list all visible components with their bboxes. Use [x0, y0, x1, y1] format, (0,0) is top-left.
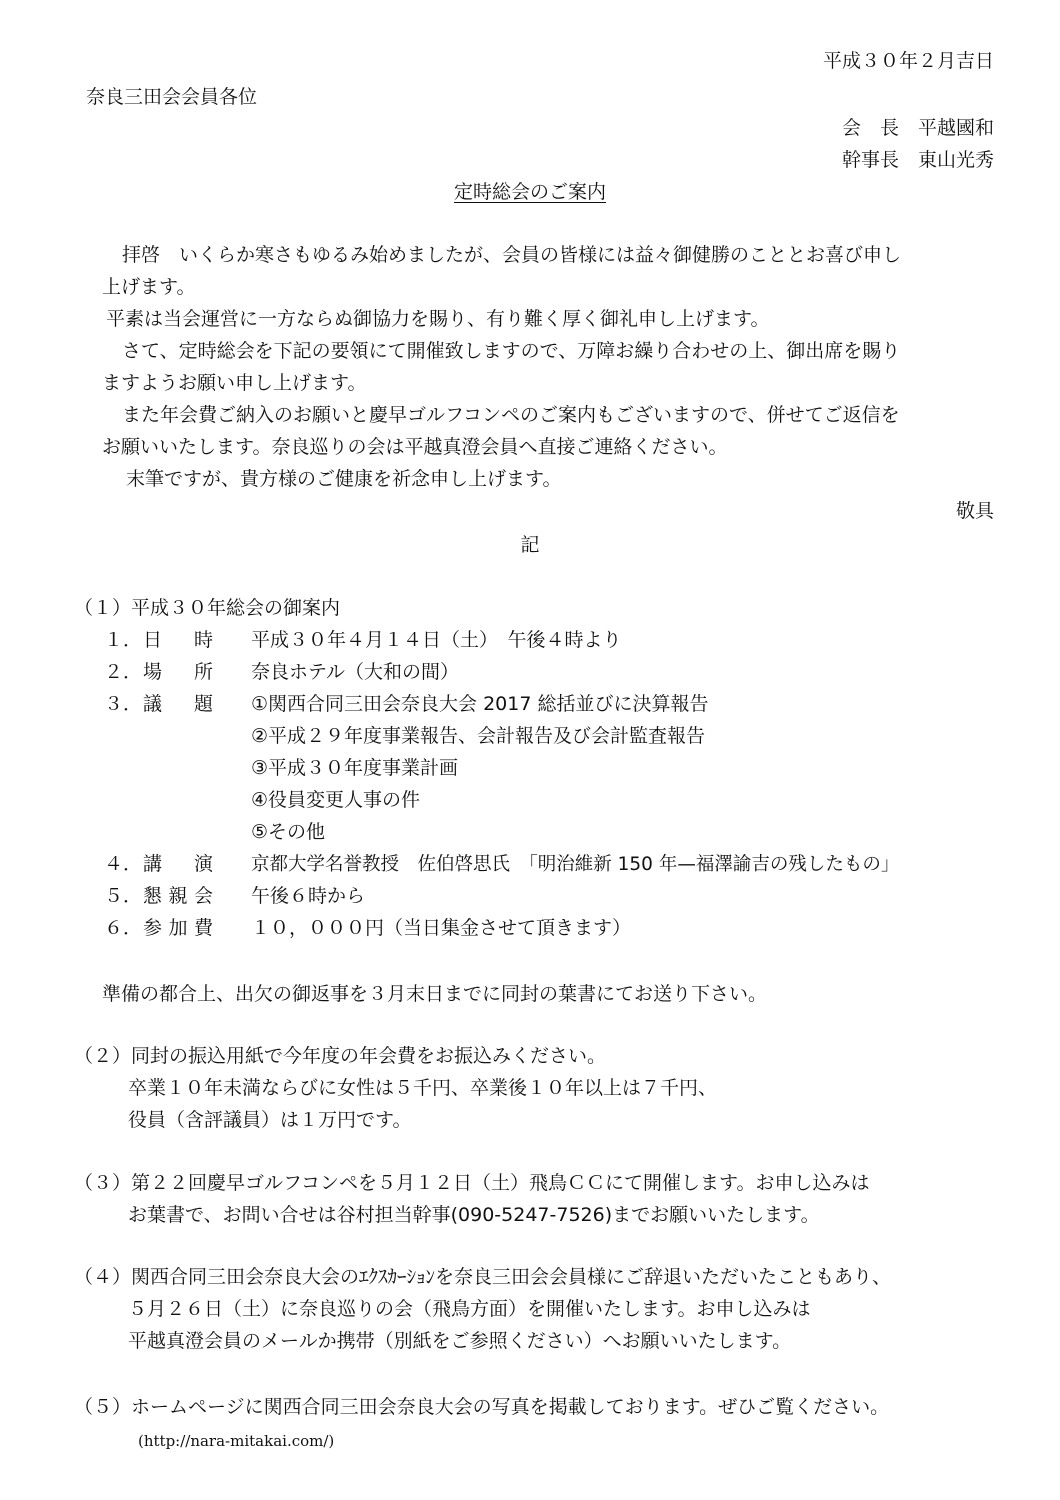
greeting-line: 平素は当会運営に一方ならぬ御協力を賜り、有り難く厚く御礼申し上げます。 — [106, 308, 770, 330]
item-value: １０，０００円（当日集金させて頂きます） — [251, 917, 632, 939]
section-2-line: 卒業１０年未満ならびに女性は５千円、卒業後１０年以上は７千円、 — [128, 1077, 718, 1099]
item-value: 奈良ホテル（大和の間） — [251, 661, 460, 683]
section-2-heading: （２）同封の振込用紙で今年度の年会費をお振込みください。 — [74, 1045, 607, 1067]
greeting-line: また年会費ご納入のお願いと慶早ゴルフコンペのご案内もございますので、併せてご返信を — [122, 404, 900, 426]
item-number: １． — [104, 629, 143, 651]
greeting-line: 拝啓 いくらか寒さもゆるみ始めましたが、会員の皆様には益々御健勝のこととお喜び申し — [122, 244, 902, 266]
secretary-signature: 幹事長 東山光秀 — [841, 149, 994, 171]
document-date: 平成３０年２月吉日 — [822, 50, 994, 72]
item-label: 場 所 — [143, 661, 213, 683]
section-4-line: ５月２６日（土）に奈良巡りの会（飛鳥方面）を開催いたします。お申し込みは — [128, 1298, 811, 1320]
item-value: ①関西合同三田会奈良大会 2017 総括並びに決算報告 — [251, 693, 709, 715]
section-1-heading: （１）平成３０年総会の御案内 — [74, 597, 341, 619]
item-label: 懇親会 — [143, 885, 213, 907]
item-number: ５． — [104, 885, 143, 907]
item-label: 日 時 — [143, 629, 213, 651]
president-signature: 会 長 平越國和 — [841, 117, 994, 139]
greeting-line: さて、定時総会を下記の要領にて開催致しますので、万障お繰り合わせの上、御出席を賜り — [122, 340, 901, 362]
item-number: ４． — [104, 853, 143, 875]
section-2-line: 役員（含評議員）は１万円です。 — [128, 1109, 412, 1131]
homepage-url: (http://nara-mitakai.com/) — [138, 1432, 335, 1450]
greeting-line: 上げます。 — [102, 276, 196, 298]
greeting-line: ますようお願い申し上げます。 — [102, 372, 367, 394]
agenda-subitem: ②平成２９年度事業報告、会計報告及び会計監査報告 — [251, 725, 706, 747]
closing-keigu: 敬具 — [955, 500, 994, 522]
item-label: 参加費 — [143, 917, 213, 939]
item-number: ３． — [104, 693, 143, 715]
item-number: ６． — [104, 917, 143, 939]
section-5-heading: （５）ホームページに関西合同三田会奈良大会の写真を掲載しております。ぜひご覧ください。 — [74, 1396, 890, 1418]
item-value: 午後６時から — [251, 885, 366, 907]
section-4-heading: （４）関西合同三田会奈良大会のｴｸｽｶｰｼｮﾝを奈良三田会会員様にご辞退いただいたこともあり、 — [74, 1266, 892, 1288]
section-3-line: お葉書で、お問い合せは谷村担当幹事(090-5247-7526)までお願いいたします。 — [128, 1204, 820, 1226]
addressee: 奈良三田会会員各位 — [86, 86, 258, 108]
greeting-line: 末筆ですが、貴方様のご健康を祈念申し上げます。 — [126, 468, 562, 490]
agenda-subitem: ③平成３０年度事業計画 — [251, 757, 459, 779]
greeting-line: お願いいたします。奈良巡りの会は平越真澄会員へ直接ご連絡ください。 — [102, 436, 728, 458]
item-label: 講 演 — [143, 853, 213, 875]
agenda-subitem: ④役員変更人事の件 — [251, 789, 421, 811]
section-4-line: 平越真澄会員のメールか携帯（別紙をご参照ください）へお願いいたします。 — [128, 1330, 792, 1352]
ki-heading: 記 — [520, 534, 540, 556]
item-value: 京都大学名誉教授 佐伯啓思氏 「明治維新 150 年—福澤諭吉の残したもの」 — [251, 854, 900, 875]
section-3-heading: （３）第２２回慶早ゴルフコンペを５月１２日（土）飛鳥ＣＣにて開催します。お申し込みは — [74, 1172, 870, 1194]
item-label: 議 題 — [143, 693, 213, 715]
agenda-subitem: ⑤その他 — [251, 821, 326, 843]
rsvp-note: 準備の都合上、出欠の御返事を３月末日までに同封の葉書にてお送り下さい。 — [102, 983, 768, 1005]
page-title: 定時総会のご案内 — [453, 181, 606, 203]
item-number: ２． — [104, 661, 143, 683]
item-value: 平成３０年４月１４日（土） 午後４時より — [251, 629, 622, 651]
